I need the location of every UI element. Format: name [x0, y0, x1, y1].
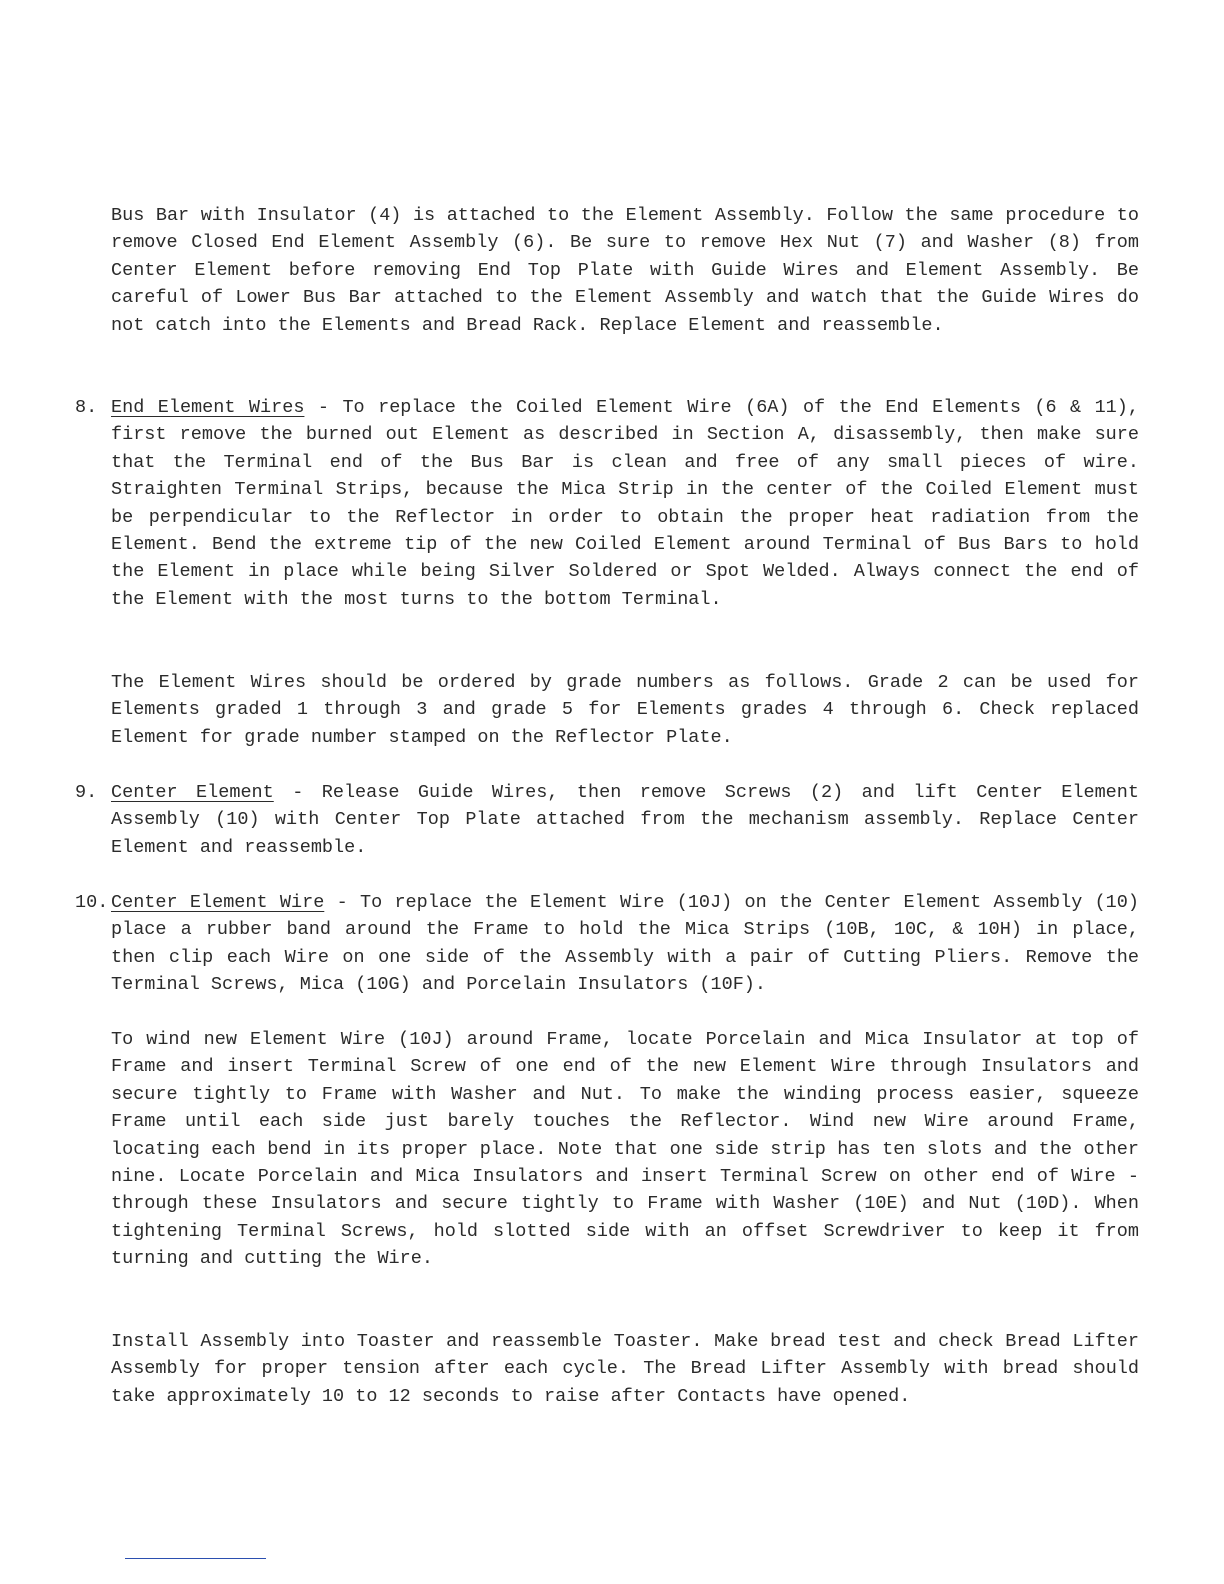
winding-paragraph: To wind new Element Wire (10J) around Frame, locate Porcelain and Mica Insulator at top of Frame and insert Terminal Screw of one end of the new Element Wire through Insulators and secure tightly to Frame with Washer and Nut. To make the winding process easier, squeeze Frame until each side just barely touches the Reflector. Wind new Wire around Frame, locating each bend in its proper place. Note that one side strip has ten slots and the other nine. Locate Porcelain and Mica Insulators and insert Terminal Screw on other end of Wire -through these Insulators and secure tightly to Frame with Washer (10E) and Nut (10D). When tightening Terminal Screws, hold slotted side with an offset Screwdriver to keep it from turning and cutting the Wire. [111, 1029, 1139, 1270]
item-9-text: - Release Guide Wires, then remove Screws (2) and lift Center Element Assembly (10) with Center Top Plate attached from the mechanism assembly. Replace Center Element and reassemble. [111, 782, 1139, 858]
item-8-text: - To replace the Coiled Element Wire (6A) of the End Elements (6 & 11), first remove the burned out Element as described in Section A, disassembly, then make sure that the Terminal end of the Bus Bar is clean and free of any small pieces of wire. Straighten Terminal Strips, because the Mica Strip in the center of the Coiled Element must be perpendicular to the Reflector in order to obtain the proper heat radiation from the Element. Bend the extreme tip of the new Coiled Element around Terminal of Bus Bars to hold the Element in place while being Silver Soldered or Spot Welded. Always connect the end of the Element with the most turns to the bottom Terminal. [111, 397, 1139, 610]
item-10-text: - To replace the Element Wire (10J) on the Center Element Assembly (10) place a rubber band around the Frame to hold the Mica Strips (10B, 10C, & 10H) in place, then clip each Wire on one side of the Assembly with a pair of Cutting Pliers. Remove the Terminal Screws, Mica (10G) and Porcelain Insulators (10F). [111, 892, 1139, 996]
item-8-paragraph [111, 394, 1139, 613]
item-number-8: 8. [75, 397, 98, 418]
item-number-9: 9. [75, 782, 98, 803]
item-10-heading: Center Element Wire [111, 892, 325, 913]
item-9-heading: Center Element [111, 782, 274, 803]
grade-paragraph: The Element Wires should be ordered by grade numbers as follows. Grade 2 can be used for Elements graded 1 through 3 and grade 5 for Elements grades 4 through 6. Check replaced Element for grade number stamped on the Reflector Plate. [111, 672, 1139, 748]
item-9-paragraph [111, 779, 1139, 861]
footnote-divider [125, 1558, 266, 1559]
item-8-heading: End Element Wires [111, 397, 305, 418]
install-paragraph: Install Assembly into Toaster and reassemble Toaster. Make bread test and check Bread Lifter Assembly for proper tension after each cycle. The Bread Lifter Assembly with bread should take approximately 10 to 12 seconds to raise after Contacts have opened. [111, 1331, 1139, 1407]
item-number-10: 10. [75, 892, 109, 913]
continuation-paragraph: Bus Bar with Insulator (4) is attached to the Element Assembly. Follow the same procedure to remove Closed End Element Assembly (6). Be sure to remove Hex Nut (7) and Washer (8) from Center Element before removing End Top Plate with Guide Wires and Element Assembly. Be careful of Lower Bus Bar attached to the Element Assembly and watch that the Guide Wires do not catch into the Elements and Bread Rack. Replace Element and reassemble. [111, 205, 1139, 336]
item-10-paragraph [111, 889, 1139, 999]
